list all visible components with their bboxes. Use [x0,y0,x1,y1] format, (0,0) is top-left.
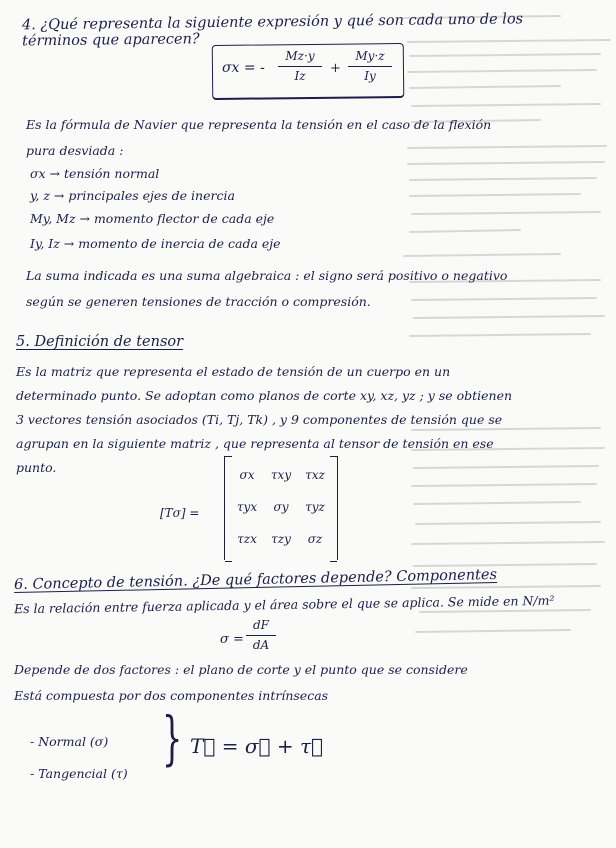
component-item: - Tangencial (τ) [30,766,128,781]
vector-equation: T⃗ = σ⃗ + τ⃗ [190,734,324,758]
matrix-cell: τyx [236,500,258,514]
matrix-cell: τzx [237,532,257,546]
component-item: - Normal (σ) [30,734,109,749]
q6-factors: Depende de dos factores : el plano de corte y el punto que se considere [14,662,468,677]
tensor-matrix-label: [Tσ] = [160,506,200,520]
formula-fraction-2 [348,49,392,84]
q5-heading: 5. Definición de tensor [16,334,184,350]
q6-definition: Es la relación entre fuerza aplicada y el área sobre el que se aplica. Se mide en N/m² [13,592,555,617]
matrix-cell: τyz [305,500,325,514]
stress-frac-num: dF [252,618,269,632]
matrix-cell: σz [307,532,323,546]
matrix-cell: τxy [270,468,292,482]
term-item: Iy, Iz → momento de inercia de cada eje [30,236,281,251]
term-item: σx → tensión normal [30,166,160,181]
q6-heading: 6. Concepto de tensión. ¿De qué factores depende? Componentes [13,566,498,594]
formula-frac2-den: Iy [364,69,376,83]
stress-fraction [246,618,276,653]
q4-heading: 4. ¿Qué representa la siguiente expresión y qué son cada uno de los términos que aparecen? [21,11,524,50]
q4-intro: Es la fórmula de Navier que representa la tensión en el caso de la flexión pura desviada : [26,117,492,158]
q6-components-intro: Está compuesta por dos componentes intrínsecas [14,688,329,703]
matrix-cell: σy [273,500,289,514]
q4-note: La suma indicada es una suma algebraica : el signo será positivo o negativo según se generen tensiones de tracción o compresión. [26,268,508,309]
stress-formula-lhs: σ = [220,632,244,647]
formula-frac1-num: Mz·y [285,49,315,63]
term-item: y, z → principales ejes de inercia [30,188,235,203]
matrix-cell: σx [239,468,255,482]
fraction-bar [348,66,392,67]
term-item: My, Mz → momento flector de cada eje [30,211,275,226]
formula-lhs: σx = - [222,60,265,76]
formula-frac1-den: Iz [294,69,306,83]
matrix-cell: τxz [305,468,325,482]
matrix-cell: τzy [271,532,291,546]
tensor-matrix [224,456,338,560]
formula-frac2-num: My·z [355,49,385,63]
curly-brace: } [162,704,183,772]
formula-plus: + [330,61,341,76]
fraction-bar [246,635,276,636]
q5-text: Es la matriz que representa el estado de tensión de un cuerpo en un determinado punto. Se adoptan como planos de corte xy, xz, yz ; y se obtienen 3 vectores tensión asociados (Ti, Tj, Tk) , y 9 componentes de tensión que se agrupan en la siguiente matriz , que representa al tensor de tensión en ese punto. [16,364,513,475]
stress-frac-den: dA [252,638,270,652]
formula-fraction-1 [278,49,322,84]
fraction-bar [278,66,322,67]
